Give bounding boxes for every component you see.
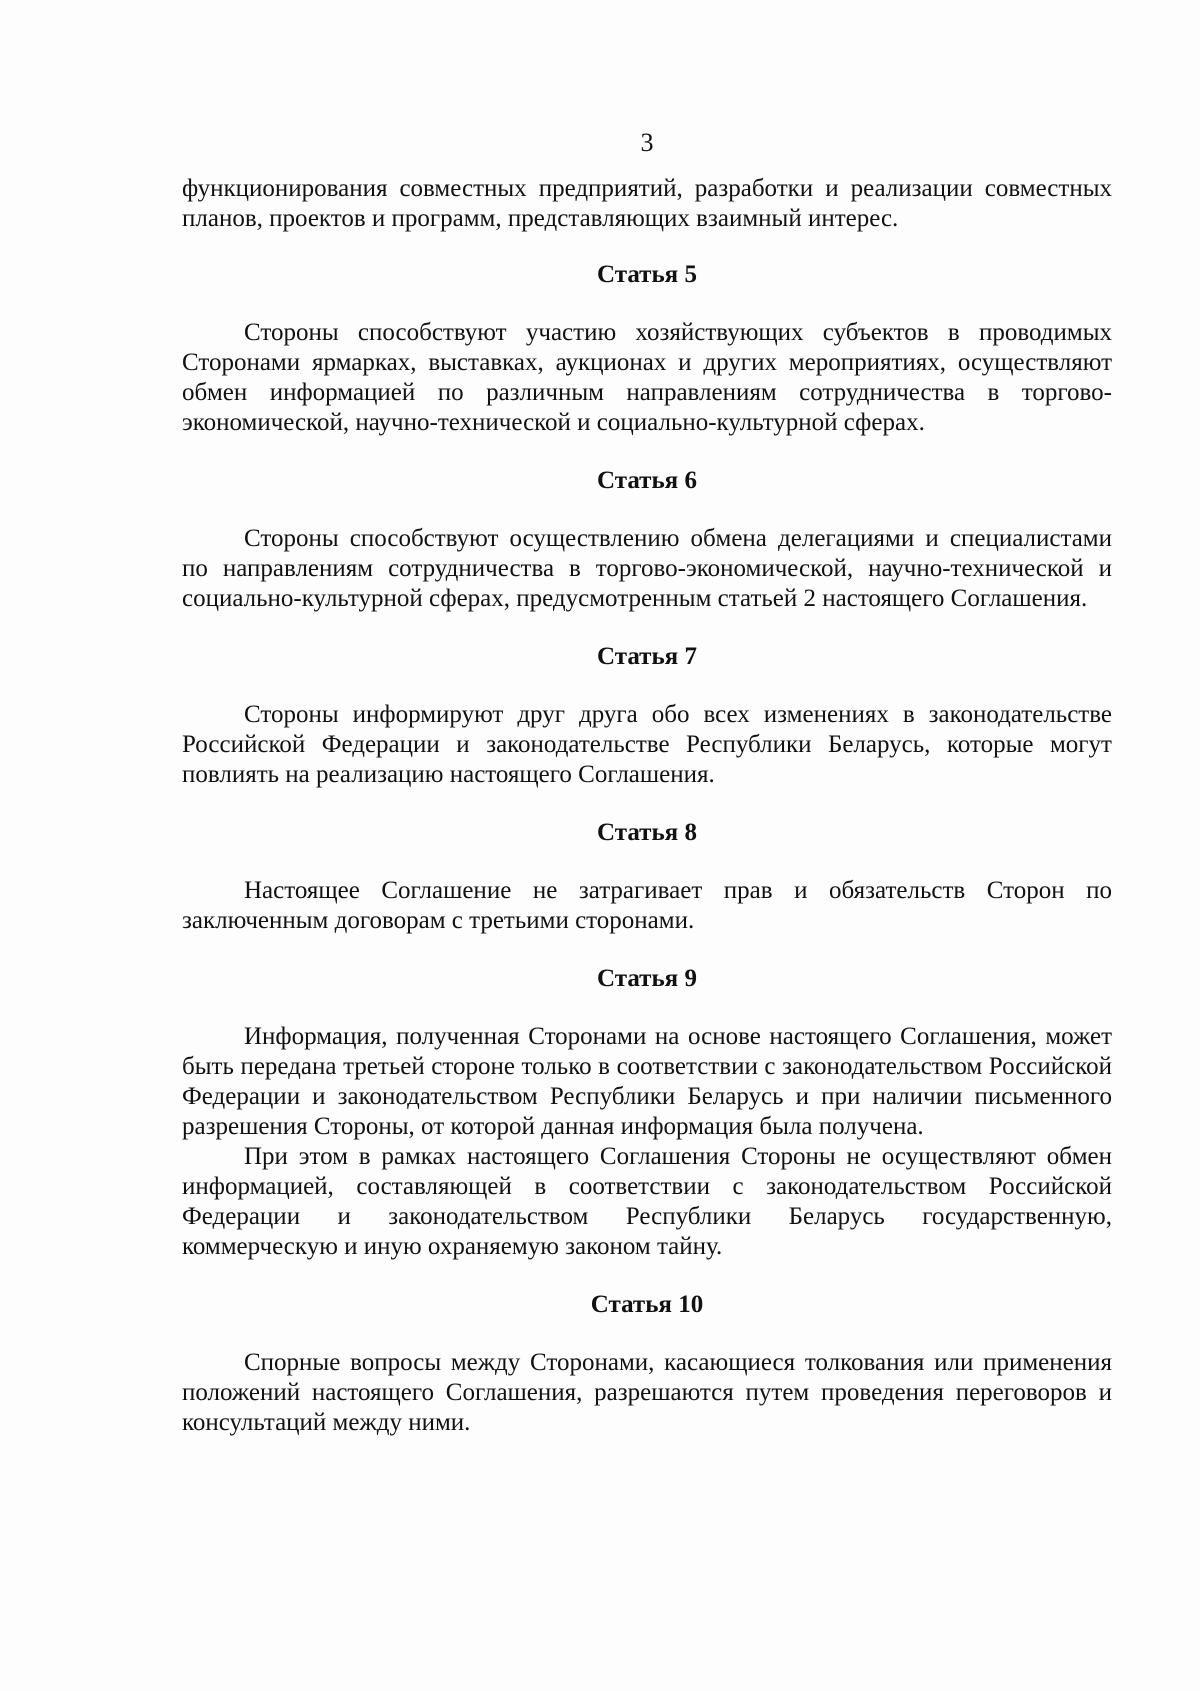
article-6-heading: Статья 6 xyxy=(597,467,697,494)
page-number: 3 xyxy=(640,128,654,157)
intro-paragraph: функционирования совместных предприятий, разработки и реализации совместных планов, проектов и программ, представляющих взаимный интерес. xyxy=(182,175,1112,232)
article-10-heading: Статья 10 xyxy=(590,1291,704,1318)
article-6-paragraph: Стороны способствуют осуществлению обмена делегациями и специалистами по направлениям сотрудничества в торгово-экономической, научно-технической и социально-культурной сферах, предусмотренным статьей 2 настоящего Соглашения. xyxy=(182,525,1112,612)
article-7-heading: Статья 7 xyxy=(597,643,697,670)
article-8-heading: Статья 8 xyxy=(597,819,697,846)
article-10-paragraph: Спорные вопросы между Сторонами, касающиеся толкования или применения положений настоящего Соглашения, разрешаются путем проведения переговоров и консультаций между ними. xyxy=(182,1349,1112,1436)
article-9-paragraph-1: Информация, полученная Сторонами на основе настоящего Соглашения, может быть передана третьей стороне только в соответствии с законодательством Российской Федерации и законодательством Республики Беларусь и при наличии письменного разрешения Стороны, от которой данная информация была получена. xyxy=(182,1023,1112,1140)
document-body xyxy=(182,128,1112,1438)
article-7-paragraph: Стороны информируют друг друга обо всех изменениях в законодательстве Российской Федерации и законодательстве Республики Беларусь, которые могут повлиять на реализацию настоящего Соглашения. xyxy=(182,701,1112,788)
article-8-paragraph: Настоящее Соглашение не затрагивает прав и обязательств Сторон по заключенным договорам с третьими сторонами. xyxy=(182,877,1112,934)
article-5-paragraph: Стороны способствуют участию хозяйствующих субъектов в проводимых Сторонами ярмарках, выставках, аукционах и других мероприятиях, осуществляют обмен информацией по различным направлениям сотрудничества в торгово-экономической, научно-технической и социально-культурной сферах. xyxy=(182,319,1112,436)
article-9-heading: Статья 9 xyxy=(597,965,697,992)
article-5-heading: Статья 5 xyxy=(597,261,697,288)
article-9-paragraph-2: При этом в рамках настоящего Соглашения Стороны не осуществляют обмен информацией, составляющей в соответствии с законодательством Российской Федерации и законодательством Республики Беларусь государственную, коммерческую и иную охраняемую законом тайну. xyxy=(182,1143,1112,1260)
